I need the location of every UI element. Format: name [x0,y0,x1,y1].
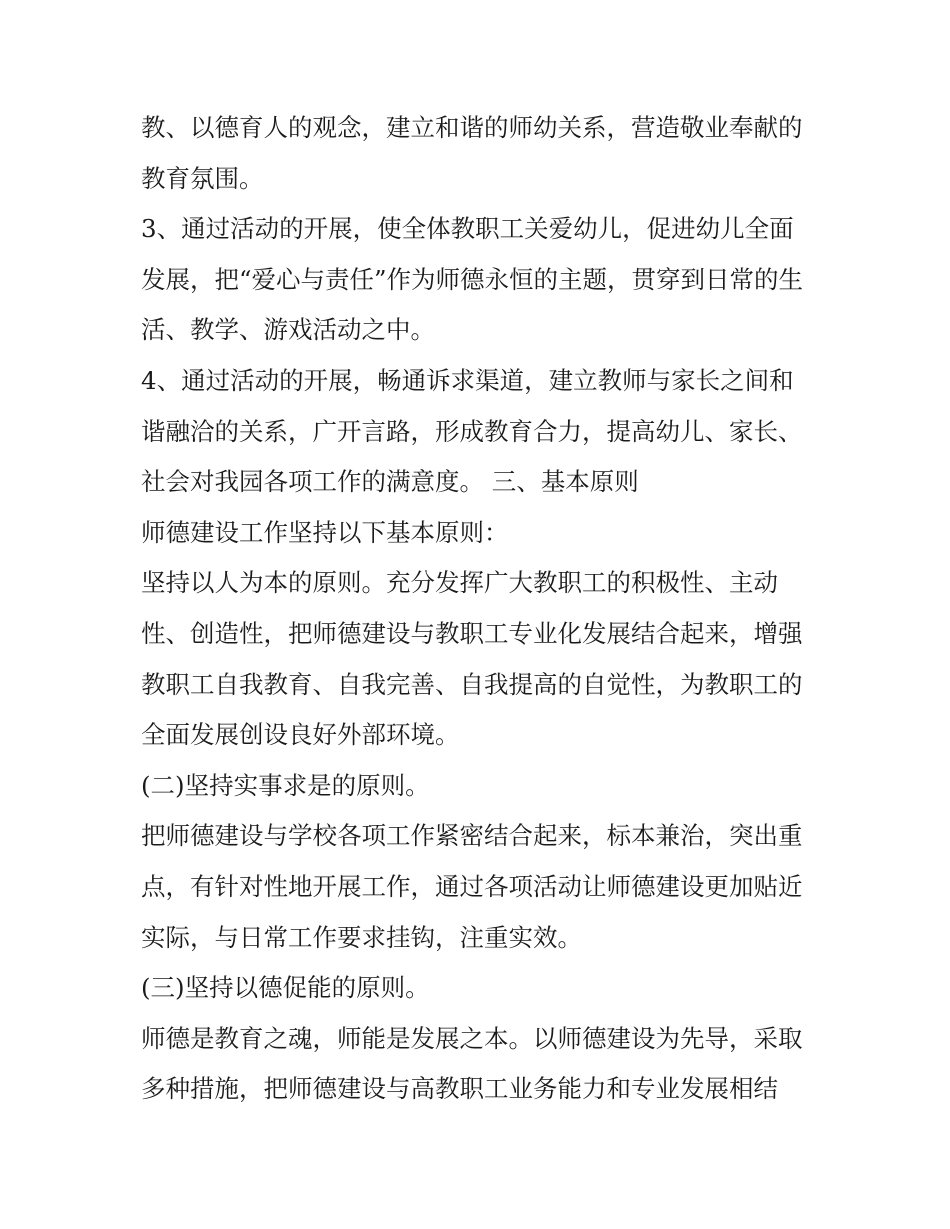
text-line: 教育氛围。 [141,163,264,193]
text-line: 师德是教育之魂，师能是发展之本。以师德建设为先导，采取 [141,1023,803,1053]
text-line: 全面发展创设良好外部环境。 [141,720,460,750]
text-line: 点，有针对性地开展工作，通过各项活动让师德建设更加贴近 [141,871,803,901]
text-line: 4、通过活动的开展，畅通诉求渠道，建立教师与家长之间和 [141,365,794,395]
text-line: 3、通过活动的开展，使全体教职工关爱幼儿，促进幼儿全面 [141,214,794,244]
text-line: 实际，与日常工作要求挂钩，注重实效。 [141,922,582,952]
text-line: (二)坚持实事求是的原则。 [141,770,430,800]
text-line: 师德建设工作坚持以下基本原则： [141,517,509,547]
text-line: 把师德建设与学校各项工作紧密结合起来，标本兼治，突出重 [141,821,803,851]
text-line: 谐融洽的关系，广开言路，形成教育合力，提高幼儿、家长、 [141,416,803,446]
text-line: 社会对我园各项工作的满意度。 三、基本原则 [141,467,639,497]
document-body [141,103,821,1115]
text-line: 发展，把“爱心与责任”作为师德永恒的主题，贯穿到日常的生 [141,264,804,294]
text-line: 教职工自我教育、自我完善、自我提高的自觉性，为教职工的 [141,669,803,699]
text-line: 坚持以人为本的原则。充分发挥广大教职工的积极性、主动 [141,568,778,598]
text-line: 多种措施，把师德建设与高教职工业务能力和专业发展相结 [141,1074,778,1104]
text-line: 性、创造性，把师德建设与教职工专业化发展结合起来，增强 [141,618,803,648]
text-line: 活、教学、游戏活动之中。 [141,315,435,345]
text-line: (三)坚持以德促能的原则。 [141,973,430,1003]
text-line: 教、以德育人的观念，建立和谐的师幼关系，营造敬业奉献的 [141,113,803,142]
